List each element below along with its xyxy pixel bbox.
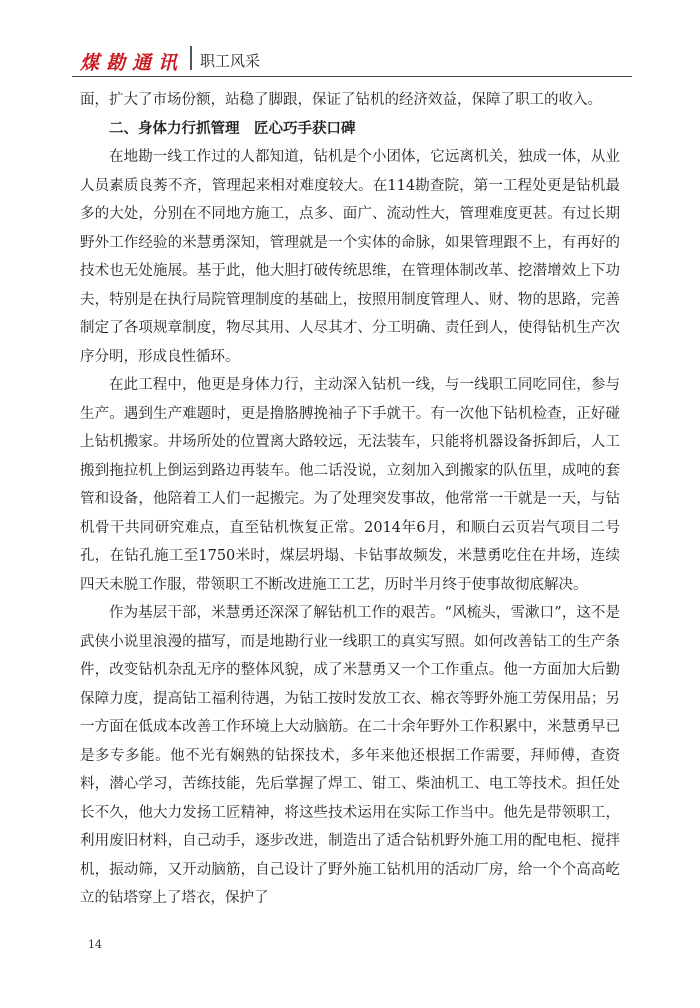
section-heading: 二、身体力行抓管理 匠心巧手获口碑: [109, 120, 356, 137]
paragraph-frontline: 在此工程中，他更是身体力行，主动深入钻机一线，与一线职工同吃同住，参与生产。遇到生产难题时，更是撸胳膊挽袖子下手就干。有一次他下钻机检查，正好碰上钻机搬家。井场所处的位置离大路较远，无法装车，只能将机器设备拆卸后，人工搬到拖拉机上倒运到路边再装车。他二话没说，立刻加入到搬家的队伍里，成吨的套管和设备，他陪着工人们一起搬完。为了处理突发事故，他常常一干就是一天，与钻机骨干共同研究难点，直至钻机恢复正常。2014年6月，和顺白云页岩气项目二号孔，在钻孔施工至1750米时，煤层坍塌、卡钻事故频发，米慧勇吃住在井场，连续四天未脱工作服，带领职工不断改进施工工艺，历时半月终于使事故彻底解决。: [80, 377, 620, 593]
article-body: [80, 86, 620, 913]
paragraph-management: 在地勘一线工作过的人都知道，钻机是个小团体，它远离机关，独成一体，从业人员素质良莠不齐，管理起来相对难度较大。在114勘查院，第一工程处更是钻机最多的大处，分别在不同地方施工，点多、面广、流动性大，管理难度更甚。有过长期野外工作经验的米慧勇深知，管理就是一个实体的命脉，如果管理跟不上，有再好的技术也无处施展。基于此，他大胆打破传统思维，在管理体制改革、挖潜增效上下功夫，特别是在执行局院管理制度的基础上，按照用制度管理人、财、物的思路，完善制定了各项规章制度，物尽其用、人尽其才、分工明确、责任到人，使得钻机生产次序分明，形成良性循环。: [80, 149, 620, 365]
page-number: 14: [88, 938, 102, 951]
paragraph-continued: 面，扩大了市场份额，站稳了脚跟，保证了钻机的经济效益，保障了职工的收入。: [80, 92, 602, 108]
brand-logo-text: 煤勘通讯: [80, 52, 185, 74]
page-header: [72, 40, 632, 74]
header-divider: [190, 46, 192, 70]
section-title: 职工风采: [200, 52, 261, 70]
header-rule: [72, 76, 632, 77]
paragraph-conditions: 作为基层干部，米慧勇还深深了解钻机工作的艰苦。“风梳头，雪漱口”，这不是武侠小说里浪漫的描写，而是地勘行业一线职工的真实写照。如何改善钻工的生产条件，改变钻机杂乱无序的整体风貌，成了米慧勇又一个工作重点。他一方面加大后勤保障力度，提高钻工福利待遇，为钻工按时发放工衣、棉衣等野外施工劳保用品；另一方面在低成本改善工作环境上大动脑筋。在二十余年野外工作积累中，米慧勇早已是多专多能。他不光有娴熟的钻探技术，多年来他还根据工作需要，拜师傅，查资料，潜心学习，苦练技能，先后掌握了焊工、钳工、柴油机工、电工等技术。担任处长不久，他大力发扬工匠精神，将这些技术运用在实际工作当中。他先是带领职工，利用废旧材料，自己动手，逐步改进，制造出了适合钻机野外施工用的配电柜、搅拌机，振动筛，又开动脑筋，自己设计了野外施工钻机用的活动厂房，给一个个高高屹立的钻塔穿上了塔衣，保护了: [80, 605, 620, 906]
